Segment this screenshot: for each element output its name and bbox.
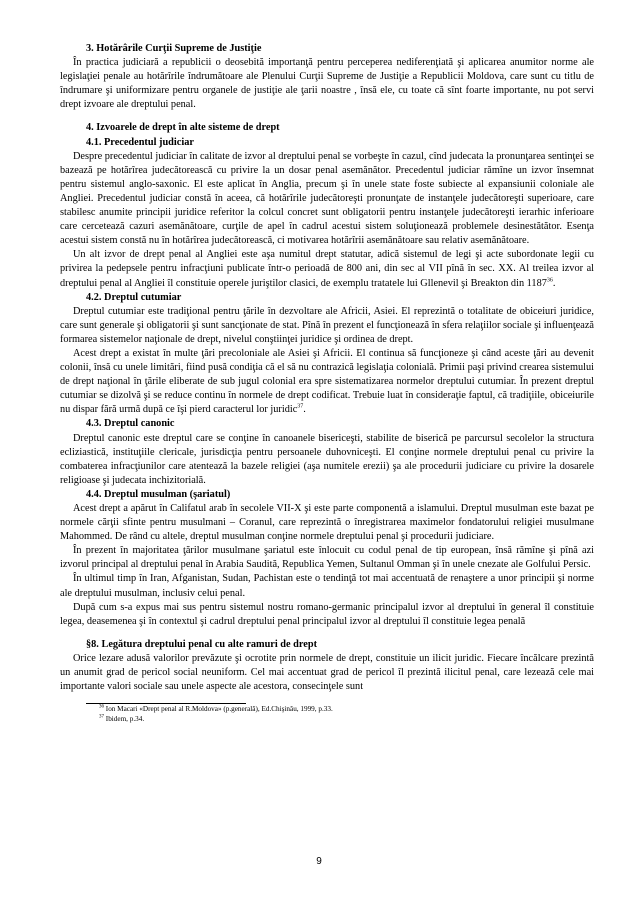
footnote [60, 714, 594, 724]
document-page [60, 42, 594, 724]
paragraph: Dreptul canonic este dreptul care se conţine în canoanele bisericeşti, stabilite de biserică pe parcursul secolelor la structura ecliziastică, instituţiile clericale, jurisdicţia pentru persoanele duhovniceşti. El conţine normele dreptului penal cu privire la combaterea infracţiunilor care atentează la bazele religiei (aşa numitele erezii) şa ale procedurii judiciare cu privire la dosarele religioase şi judecata inchizitorială. [60, 432, 594, 486]
section-title-8: §8. Legătura dreptului penal cu alte ramuri de drept [86, 638, 318, 650]
paragraph: Despre precedentul judiciar în calitate de izvor al dreptului penal se vorbeşte în cazul, cînd judecata la pronunţarea sentinţei se bazează pe hotărîrea judecătorească cu privire la un dosar penal asemănător. Precedentul judiciar rămîne un izvor însemnat pentru sistemul anglo-saxonic. El este aplicat în Anglia, precum şi în unele state foste subiecte al expansiunii coloniale ale Angliei. Precedentul judiciar constă în aceea, că hotărîrile judecătoreşti pronunţate de instanţele judecătoreşti superioare, care stabilesc anumite principii juridice referitor la colcul concret sunt obligatorii pentru instanţele judecătoreşti ierarhic inferioare care cercetează cazuri asemănătoare, curţile de apel în cadrul acestui sistem soluţionează problemele desinestătător. Esenţa acestui sistem constă nu în hotărîrea judecătorească, ci motivarea hotărîrii asemănătoare sau relativ asemănătoare. [60, 150, 594, 247]
subsection-title-4-4: 4.4. Dreptul musulman (şariatul) [86, 488, 231, 500]
subsection-title-4-1: 4.1. Precedentul judiciar [86, 136, 194, 148]
section-title-4: 4. Izvoarele de drept în alte sisteme de drept [86, 122, 280, 134]
footnote-ref[interactable]: 37 [297, 403, 304, 410]
footnote-ref[interactable]: 36 [546, 277, 553, 284]
subsection-title-4-3: 4.3. Dreptul canonic [86, 418, 175, 430]
subsection-title-4-2: 4.2. Dreptul cutumiar [86, 291, 182, 303]
paragraph [60, 347, 594, 417]
footnote-number: 36 [99, 704, 104, 710]
paragraph: După cum s-a expus mai sus pentru sistemul nostru romano-germanic principalul izvor al dreptului în general îl constituie legea, deasemenea şi în contextul şi cadrul dreptului penal principalul izvor al dreptului îl constituie legea penală [60, 601, 594, 627]
footnote [60, 704, 594, 714]
paragraph: În ultimul timp în Iran, Afganistan, Sudan, Pachistan este o tendinţă tot mai accentuată de renaştere a unor principii şi norme ale dreptului musulman, inclusiv celui penal. [60, 573, 594, 599]
page-number: 9 [316, 856, 322, 867]
footnote-text: Ion Macari «Drept penal al R.Moldova» (p.generală), Ed.Chişinău, 1999, p.33. [105, 705, 333, 714]
paragraph-end: . [303, 404, 306, 416]
footnote-text: Ibidem, p.34. [105, 715, 145, 724]
paragraph-text: Un alt izvor de drept penal al Angliei este aşa numitul drept statutar, adică sistemul de legi şi acte subordonate legii cu privirea la pedepsele pentru infracţiuni publicate într-o perioadă de 800 ani, din sec al VII pînă în sec. XX. Al treilea izvor al dreptului penal al Angliei îl constituie operele juriştilor clasici, de exemplu tratatele lui Gllenevil şi Breakton din 1187 [60, 249, 594, 289]
paragraph-text: Acest drept a existat în multe ţări precoloniale ale Asiei şi Africii. El continua să funcţioneze şi când aceste ţări au devenit colonii, însă cu unele limitări, fiind pusă condiţia că el să nu contrazică legislaţia colonială. Primii paşi privind crearea sistemului de drept naţional în ţările eliberate de sub jugul colonial era spre sistematizarea normelor dreptului cutumiar. În prezent dreptul cutumiar se dizolvă şi se reduce continu în normele de drept codificat. Trebuie luat în consideraţie faptul, că tradiţiile, obiceiurile nu dispar fără urmă după ce îşi pierd caracterul lor juridic [60, 347, 594, 416]
paragraph: În practica judiciară a republicii o deosebită importanţă pentru perceperea nediferenţiată şi aplicarea anumitor norme ale legislaţiei penale au hotărîrile îndrumătoare ale Plenului Curţii Supreme de Justiţie a Republicii Moldova, care sunt cu titlu de îndrumare şi uniformizare pentru organele de justiţie ale ţarii noastre , însă ele, cu toate că sînt foarte importante, nu pot servi drept izvoare ale dreptului penal. [60, 57, 594, 111]
paragraph: Acest drept a apărut în Califatul arab în secolele VII-X şi este parte componentă a islamului. Dreptul musulman este bazat pe normele cărţii sfinte pentru musulmani – Coranul, care reprezintă o înregistrarea maximelor fondatorului religiei musulmane Mahommed. De rând cu altele, dreptul musulman conţine normele dreptului penal şi procedurii judiciare. [60, 503, 594, 543]
paragraph [60, 248, 594, 290]
paragraph: Dreptul cutumiar este tradiţional pentru ţările în dezvoltare ale Africii, Asiei. El reprezintă o totalitate de obiceiuri juridice, care sunt generale şi obligatorii şi sunt sancţionate de stat. Pînă în prezent el funcţionează în sfera relaţiilor sociale şi influenţează formarea sistemelor naţionale de drept, nivelul conştiinţei juridice şi ordinea de drept. [60, 305, 594, 345]
paragraph: Orice lezare adusă valorilor prevăzute şi ocrotite prin normele de drept, constituie un ilicit juridic. Fiecare încălcare prezintă un anumit grad de pericol social neuniform. Cel mai accentuat grad de pericol îl prezintă ilicitul penal, care lezează cele mai importante valori sociale sau unele aspecte ale acestora, consecinţele sunt [60, 652, 594, 693]
paragraph: În prezent în majoritatea ţărilor musulmane şariatul este înlocuit cu codul penal de tip european, însă rămîne şi pînă azi izvorul principal al dreptului penal în Arabia Saudită, Republica Yemen, Sultanul Omman şi în unele cnezate ale Golfului Persic. [60, 545, 594, 571]
footnote-number: 37 [99, 714, 104, 720]
paragraph-end: . [552, 277, 556, 289]
section-title-3: 3. Hotărârile Curţii Supreme de Justiţie [86, 43, 262, 54]
